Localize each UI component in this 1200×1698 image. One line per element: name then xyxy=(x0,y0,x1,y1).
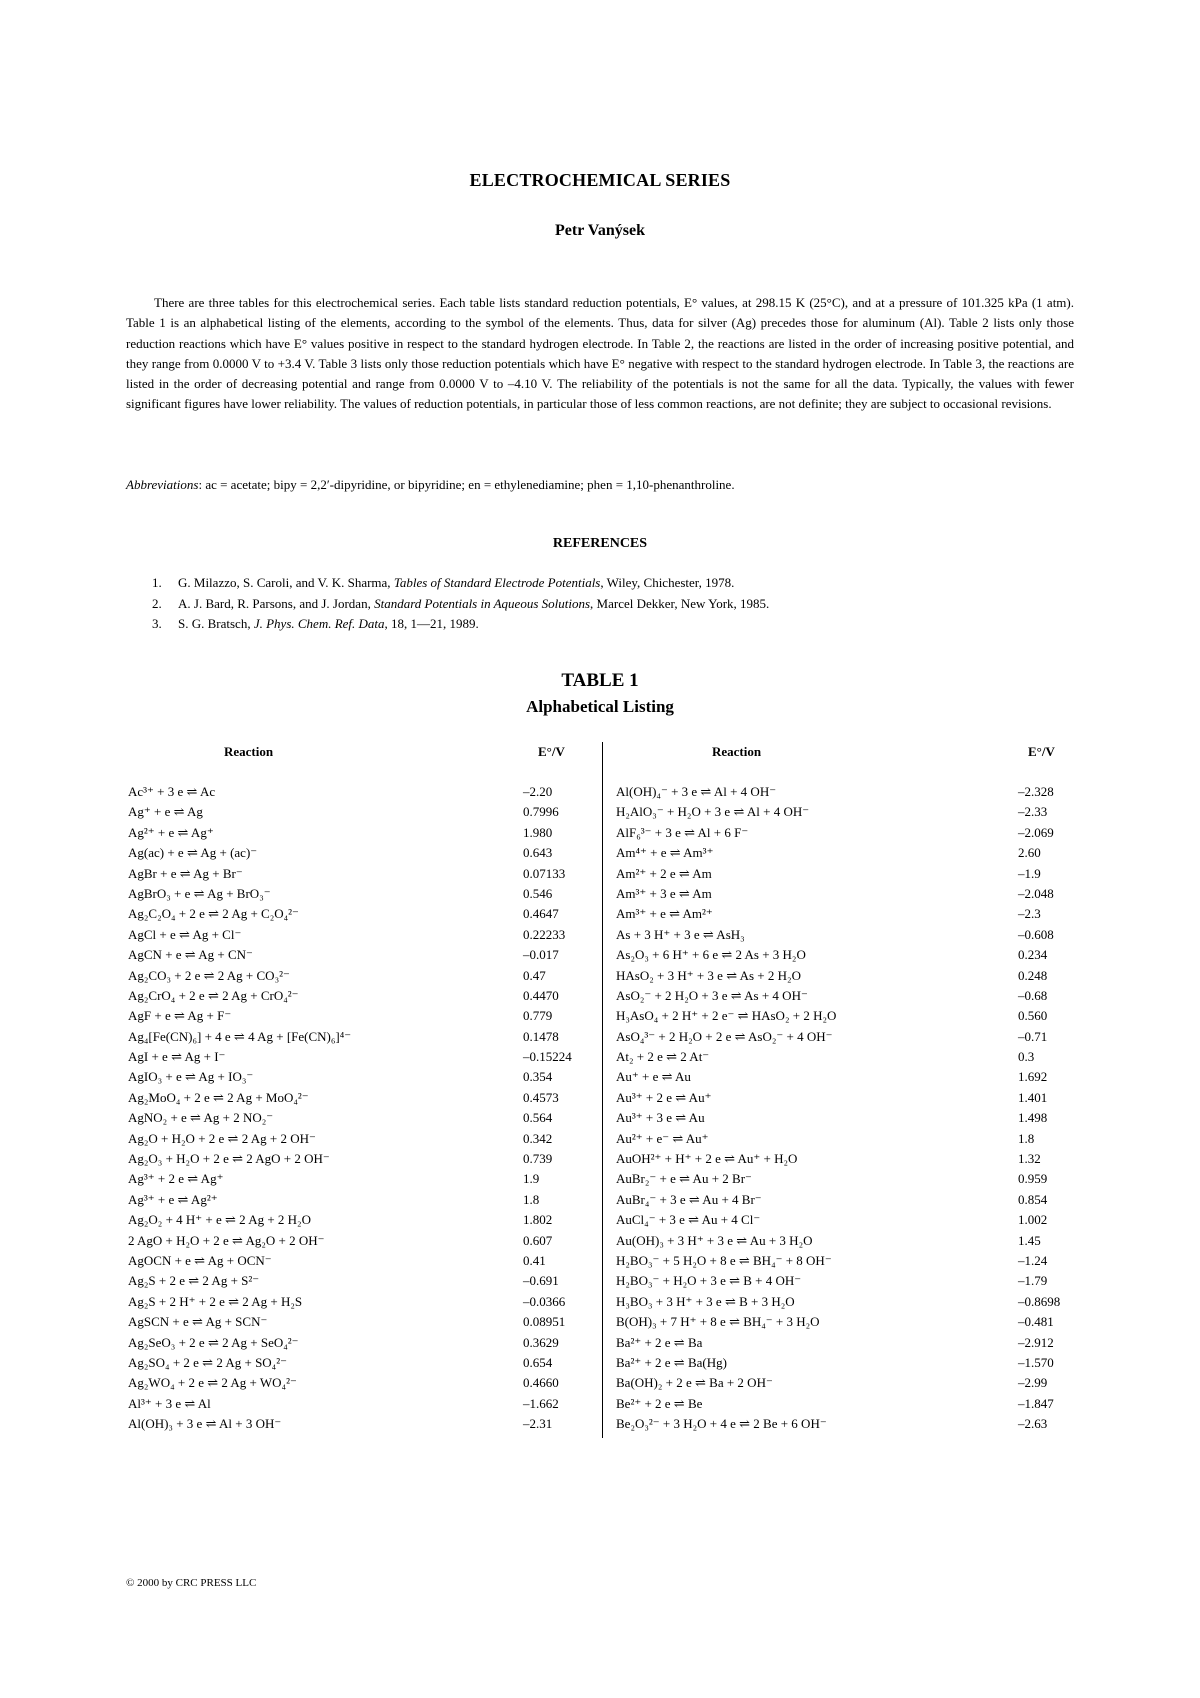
reaction-cell: Ag₂CrO₄ + 2 e ⇌ 2 Ag + CrO₄²⁻ xyxy=(128,987,299,1003)
potential-cell: 0.342 xyxy=(523,1130,553,1146)
potential-cell: 0.3 xyxy=(1018,1049,1035,1065)
potential-cell: 1.8 xyxy=(1018,1130,1035,1146)
reaction-cell: Ag₂C₂O₄ + 2 e ⇌ 2 Ag + C₂O₄²⁻ xyxy=(128,906,299,922)
table-row xyxy=(616,843,1086,863)
reaction-cell: H₂BO₃⁻ + H₂O + 3 e ⇌ B + 4 OH⁻ xyxy=(616,1273,802,1289)
reaction-cell: Be²⁺ + 2 e ⇌ Be xyxy=(616,1395,703,1411)
potential-cell: 0.643 xyxy=(523,845,553,861)
potential-cell: 0.1478 xyxy=(523,1028,559,1044)
reference-source: Standard Potentials in Aqueous Solutions xyxy=(374,595,591,611)
potential-cell: –1.9 xyxy=(1018,865,1041,881)
reference-publisher: , Wiley, Chichester, 1978. xyxy=(600,575,735,590)
reaction-cell: Ag₂SO₄ + 2 e ⇌ 2 Ag + SO₄²⁻ xyxy=(128,1354,287,1370)
reaction-cell: H₂AlO₃⁻ + H₂O + 3 e ⇌ Al + 4 OH⁻ xyxy=(616,804,810,820)
table-row xyxy=(128,1149,598,1169)
reaction-cell: Ag₂CO₃ + 2 e ⇌ 2 Ag + CO₃²⁻ xyxy=(128,967,290,983)
potential-cell: –0.15224 xyxy=(523,1049,572,1065)
table-row xyxy=(616,1047,1086,1067)
table-row xyxy=(616,1067,1086,1087)
potential-cell: 1.498 xyxy=(1018,1110,1048,1126)
potential-cell: –0.68 xyxy=(1018,987,1048,1003)
potential-cell: –0.691 xyxy=(523,1273,559,1289)
table-row xyxy=(616,1251,1086,1271)
abbreviations xyxy=(126,475,1074,495)
potential-cell: 1.401 xyxy=(1018,1089,1048,1105)
potential-cell: 1.9 xyxy=(523,1171,540,1187)
table-row xyxy=(128,843,598,863)
table-row xyxy=(616,1006,1086,1026)
potential-cell: 1.692 xyxy=(1018,1069,1048,1085)
table-row xyxy=(128,1251,598,1271)
table-row xyxy=(128,884,598,904)
table-row xyxy=(616,1129,1086,1149)
potential-cell: –0.481 xyxy=(1018,1314,1054,1330)
reaction-cell: AgCl + e ⇌ Ag + Cl⁻ xyxy=(128,926,242,942)
reaction-cell: Ag₄[Fe(CN)₆] + 4 e ⇌ 4 Ag + [Fe(CN)₆]⁴⁻ xyxy=(128,1028,352,1044)
reference-item xyxy=(152,573,1052,594)
reference-number: 1. xyxy=(152,575,162,590)
potential-cell: –2.99 xyxy=(1018,1375,1048,1391)
potential-cell: 0.47 xyxy=(523,967,546,983)
reaction-cell: Ba(OH)₂ + 2 e ⇌ Ba + 2 OH⁻ xyxy=(616,1375,773,1391)
left-col-potential-header: E°/V xyxy=(538,744,565,759)
reaction-cell: H₂BO₃⁻ + 5 H₂O + 8 e ⇌ BH₄⁻ + 8 OH⁻ xyxy=(616,1252,832,1268)
reaction-cell: At₂ + 2 e ⇌ 2 At⁻ xyxy=(616,1049,710,1065)
reaction-cell: As₂O₃ + 6 H⁺ + 6 e ⇌ 2 As + 3 H₂O xyxy=(616,947,806,963)
table-row xyxy=(128,1414,598,1434)
table-row xyxy=(128,1231,598,1251)
table-row xyxy=(128,1108,598,1128)
table-row xyxy=(128,823,598,843)
potential-cell: –0.8698 xyxy=(1018,1293,1061,1309)
table-row xyxy=(128,1271,598,1291)
reaction-cell: Ag₂MoO₄ + 2 e ⇌ 2 Ag + MoO₄²⁻ xyxy=(128,1089,309,1105)
potential-cell: –0.71 xyxy=(1018,1028,1048,1044)
reaction-cell: Ag₂O + H₂O + 2 e ⇌ 2 Ag + 2 OH⁻ xyxy=(128,1130,316,1146)
reaction-cell: Ag(ac) + e ⇌ Ag + (ac)⁻ xyxy=(128,845,258,861)
reaction-cell: Au²⁺ + e⁻ ⇌ Au⁺ xyxy=(616,1130,709,1146)
reference-number: 3. xyxy=(152,616,162,631)
potential-cell: –0.0366 xyxy=(523,1293,566,1309)
reaction-cell: AlF₆³⁻ + 3 e ⇌ Al + 6 F⁻ xyxy=(616,824,749,840)
reaction-cell: HAsO₂ + 3 H⁺ + 3 e ⇌ As + 2 H₂O xyxy=(616,967,801,983)
potential-cell: 0.4573 xyxy=(523,1089,559,1105)
potential-cell: 0.854 xyxy=(1018,1191,1048,1207)
table-row xyxy=(128,1292,598,1312)
potential-cell: 1.8 xyxy=(523,1191,540,1207)
table-row xyxy=(128,1067,598,1087)
potential-cell: 1.002 xyxy=(1018,1212,1048,1228)
table-row xyxy=(128,1373,598,1393)
potential-cell: 0.779 xyxy=(523,1008,553,1024)
potential-cell: 0.564 xyxy=(523,1110,553,1126)
potential-cell: –1.662 xyxy=(523,1395,559,1411)
potential-cell: –1.79 xyxy=(1018,1273,1048,1289)
reaction-cell: Ac³⁺ + 3 e ⇌ Ac xyxy=(128,784,216,799)
table-row xyxy=(128,1129,598,1149)
table-row xyxy=(616,1210,1086,1230)
potential-cell: 0.546 xyxy=(523,885,553,901)
table-row xyxy=(616,864,1086,884)
potential-cell: –2.63 xyxy=(1018,1416,1048,1432)
table-row xyxy=(616,1414,1086,1434)
table-row xyxy=(616,925,1086,945)
potential-cell: 0.739 xyxy=(523,1151,553,1167)
reaction-cell: Ag⁺ + e ⇌ Ag xyxy=(128,804,203,820)
reaction-cell: AsO₂⁻ + 2 H₂O + 3 e ⇌ As + 4 OH⁻ xyxy=(616,987,808,1003)
table-row xyxy=(616,1231,1086,1251)
potential-cell: 0.607 xyxy=(523,1232,553,1248)
reaction-cell: Am⁴⁺ + e ⇌ Am³⁺ xyxy=(616,845,714,861)
potential-cell: –1.24 xyxy=(1018,1252,1048,1268)
potential-cell: 1.32 xyxy=(1018,1151,1041,1167)
reference-number: 2. xyxy=(152,595,162,611)
potential-cell: 0.560 xyxy=(1018,1008,1048,1024)
potential-cell: 0.07133 xyxy=(523,865,566,881)
reaction-cell: Ba²⁺ + 2 e ⇌ Ba xyxy=(616,1334,703,1350)
document-author: Petr Vanýsek xyxy=(555,222,645,239)
reaction-cell: Ag³⁺ + 2 e ⇌ Ag⁺ xyxy=(128,1171,224,1187)
reaction-cell: AgOCN + e ⇌ Ag + OCN⁻ xyxy=(128,1252,272,1268)
reaction-cell: Al³⁺ + 3 e ⇌ Al xyxy=(128,1395,211,1411)
potential-cell: –2.31 xyxy=(523,1416,553,1432)
reaction-cell: Am²⁺ + 2 e ⇌ Am xyxy=(616,865,712,881)
table-row xyxy=(128,1169,598,1189)
reaction-cell: Am³⁺ + 3 e ⇌ Am xyxy=(616,885,712,901)
reaction-cell: AuBr₂⁻ + e ⇌ Au + 2 Br⁻ xyxy=(616,1171,752,1187)
table-row xyxy=(616,802,1086,822)
table-row xyxy=(616,1027,1086,1047)
abbreviations-text: : ac = acetate; bipy = 2,2′-dipyridine, or bipyridine; en = ethylenediamine; phen = 1,10-phenanthroline. xyxy=(198,477,735,492)
reaction-cell: Ag₂S + 2 H⁺ + 2 e ⇌ 2 Ag + H₂S xyxy=(128,1293,303,1309)
reaction-cell: 2 AgO + H₂O + 2 e ⇌ Ag₂O + 2 OH⁻ xyxy=(128,1232,325,1248)
potential-cell: –0.608 xyxy=(1018,926,1054,942)
table-row xyxy=(616,1271,1086,1291)
reaction-cell: Am³⁺ + e ⇌ Am²⁺ xyxy=(616,906,713,922)
reaction-cell: AsO₄³⁻ + 2 H₂O + 2 e ⇌ AsO₂⁻ + 4 OH⁻ xyxy=(616,1028,833,1044)
table-row xyxy=(616,1108,1086,1128)
reference-authors: A. J. Bard, R. Parsons, and J. Jordan, xyxy=(178,595,375,611)
reaction-cell: AgIO₃ + e ⇌ Ag + IO₃⁻ xyxy=(128,1069,254,1085)
table-row xyxy=(616,904,1086,924)
potential-cell: –2.912 xyxy=(1018,1334,1054,1350)
table-row xyxy=(616,966,1086,986)
reference-authors: S. G. Bratsch, xyxy=(178,616,254,631)
table-subtitle: Alphabetical Listing xyxy=(526,697,674,716)
reaction-cell: Be₂O₃²⁻ + 3 H₂O + 4 e ⇌ 2 Be + 6 OH⁻ xyxy=(616,1416,827,1432)
potential-cell: 1.802 xyxy=(523,1212,553,1228)
potential-cell: 0.7996 xyxy=(523,804,559,820)
left-reaction-list xyxy=(128,782,598,1435)
table-row xyxy=(616,1353,1086,1373)
reaction-cell: Ba²⁺ + 2 e ⇌ Ba(Hg) xyxy=(616,1354,727,1370)
left-col-reaction-header: Reaction xyxy=(224,744,274,759)
potential-cell: 0.4470 xyxy=(523,987,559,1003)
potential-cell: –2.048 xyxy=(1018,885,1054,901)
reference-authors: G. Milazzo, S. Caroli, and V. K. Sharma, xyxy=(178,575,394,590)
table-title: TABLE 1 xyxy=(561,670,639,691)
table-row xyxy=(128,986,598,1006)
potential-cell: –0.017 xyxy=(523,947,559,963)
table-row xyxy=(616,945,1086,965)
right-reaction-list xyxy=(616,782,1086,1435)
reaction-cell: AgSCN + e ⇌ Ag + SCN⁻ xyxy=(128,1314,268,1330)
reaction-cell: AuOH²⁺ + H⁺ + 2 e ⇌ Au⁺ + H₂O xyxy=(616,1151,798,1167)
reference-source: Tables of Standard Electrode Potentials xyxy=(393,575,601,590)
reaction-cell: Ag₂SeO₃ + 2 e ⇌ 2 Ag + SeO₄²⁻ xyxy=(128,1334,299,1350)
table-row xyxy=(128,1333,598,1353)
reaction-cell: H₃AsO₄ + 2 H⁺ + 2 e⁻ ⇌ HAsO₂ + 2 H₂O xyxy=(616,1008,837,1024)
potential-cell: 0.234 xyxy=(1018,947,1048,963)
reaction-cell: Ag₂WO₄ + 2 e ⇌ 2 Ag + WO₄²⁻ xyxy=(128,1375,297,1391)
table-row xyxy=(616,1394,1086,1414)
table-row xyxy=(128,1006,598,1026)
reaction-cell: Al(OH)₄⁻ + 3 e ⇌ Al + 4 OH⁻ xyxy=(616,784,777,799)
reference-publisher: , Marcel Dekker, New York, 1985. xyxy=(590,595,770,611)
table-row xyxy=(616,1373,1086,1393)
reaction-cell: Ag₂O₂ + 4 H⁺ + e ⇌ 2 Ag + 2 H₂O xyxy=(128,1212,311,1228)
table-row xyxy=(128,1353,598,1373)
reaction-cell: AgF + e ⇌ Ag + F⁻ xyxy=(128,1008,232,1024)
table-row xyxy=(128,904,598,924)
intro-text: There are three tables for this electrochemical series. Each table lists standard reduction potentials, E° values, at 298.15 K (25°C), and at a pressure of 101.325 kPa (1 atm). Table 1 is an alphabetical listing of the elements, according to the symbol of the elements. Thus, data for silver (Ag) precedes those for aluminum (Al). Table 2 lists only those reduction reactions which have E° values positive in respect to the standard hydrogen electrode. In Table 2, the reactions are listed in the order of increasing positive potential, and they range from 0.0000 V to +3.4 V. Table 3 lists only those reduction potentials which have E° negative with respect to the standard hydrogen electrode. In Table 3, the reactions are listed in the order of decreasing potential and range from 0.0000 V to –4.10 V. The reliability of the potentials is not the same for all the data. Typically, the values with fewer significant figures have lower reliability. The values of reduction potentials, in particular those of less common reactions, are not definite; they are subject to occasional revisions. xyxy=(126,295,1074,412)
reaction-cell: Ag²⁺ + e ⇌ Ag⁺ xyxy=(128,824,214,840)
reference-publisher: , 18, 1—21, 1989. xyxy=(384,616,479,631)
potential-cell: –2.328 xyxy=(1018,784,1054,799)
reaction-cell: Al(OH)₃ + 3 e ⇌ Al + 3 OH⁻ xyxy=(128,1416,282,1432)
potential-cell: –1.570 xyxy=(1018,1354,1054,1370)
copyright-footer: © 2000 by CRC PRESS LLC xyxy=(126,1577,257,1589)
intro-paragraph xyxy=(126,293,1074,415)
potential-cell: –2.33 xyxy=(1018,804,1048,820)
table-row xyxy=(616,1292,1086,1312)
table-row xyxy=(128,1312,598,1332)
potential-cell: 0.248 xyxy=(1018,967,1048,983)
column-divider xyxy=(602,742,603,1438)
references-list xyxy=(152,573,1052,635)
potential-cell: –2.3 xyxy=(1018,906,1041,922)
table-row xyxy=(616,1312,1086,1332)
reaction-cell: Ag₂S + 2 e ⇌ 2 Ag + S²⁻ xyxy=(128,1273,260,1289)
reaction-cell: Au³⁺ + 3 e ⇌ Au xyxy=(616,1110,705,1126)
document-title: ELECTROCHEMICAL SERIES xyxy=(469,170,731,190)
reference-item xyxy=(152,614,1052,635)
potential-cell: 0.3629 xyxy=(523,1334,559,1350)
potential-cell: 0.354 xyxy=(523,1069,553,1085)
table-row xyxy=(128,864,598,884)
table-row xyxy=(128,945,598,965)
table-row xyxy=(616,1169,1086,1189)
reaction-cell: AuBr₄⁻ + 3 e ⇌ Au + 4 Br⁻ xyxy=(616,1191,762,1207)
reaction-cell: H₃BO₃ + 3 H⁺ + 3 e ⇌ B + 3 H₂O xyxy=(616,1293,795,1309)
potential-cell: 0.4647 xyxy=(523,906,559,922)
right-col-potential-header: E°/V xyxy=(1028,744,1055,759)
table-row xyxy=(128,782,598,802)
table-row xyxy=(616,823,1086,843)
table-row xyxy=(128,925,598,945)
table-row xyxy=(128,802,598,822)
potential-cell: –1.847 xyxy=(1018,1395,1054,1411)
potential-cell: 0.41 xyxy=(523,1252,546,1268)
reaction-cell: Ag₂O₃ + H₂O + 2 e ⇌ 2 AgO + 2 OH⁻ xyxy=(128,1151,330,1167)
reaction-cell: Au⁺ + e ⇌ Au xyxy=(616,1069,691,1085)
potential-cell: 0.959 xyxy=(1018,1171,1048,1187)
table-row xyxy=(616,782,1086,802)
potential-cell: 0.08951 xyxy=(523,1314,566,1330)
table-row xyxy=(616,1333,1086,1353)
references-heading: REFERENCES xyxy=(552,536,648,551)
potential-cell: 1.980 xyxy=(523,824,553,840)
right-col-reaction-header: Reaction xyxy=(712,744,762,759)
reaction-cell: Au³⁺ + 2 e ⇌ Au⁺ xyxy=(616,1089,712,1105)
reaction-cell: Au(OH)₃ + 3 H⁺ + 3 e ⇌ Au + 3 H₂O xyxy=(616,1232,813,1248)
abbreviations-label: Abbreviations xyxy=(126,477,199,492)
table-row xyxy=(616,1149,1086,1169)
table-row xyxy=(128,1027,598,1047)
table-row xyxy=(128,1210,598,1230)
reaction-cell: AgBr + e ⇌ Ag + Br⁻ xyxy=(128,865,243,881)
table-row xyxy=(616,986,1086,1006)
table-row xyxy=(616,884,1086,904)
reaction-cell: B(OH)₃ + 7 H⁺ + 8 e ⇌ BH₄⁻ + 3 H₂O xyxy=(616,1314,820,1330)
table-row xyxy=(616,1190,1086,1210)
reaction-cell: AgBrO₃ + e ⇌ Ag + BrO₃⁻ xyxy=(128,885,271,901)
potential-cell: 0.4660 xyxy=(523,1375,559,1391)
reference-source: J. Phys. Chem. Ref. Data xyxy=(253,616,385,631)
potential-cell: 0.654 xyxy=(523,1354,553,1370)
potential-cell: 1.45 xyxy=(1018,1232,1041,1248)
table-row xyxy=(128,1394,598,1414)
reaction-cell: Ag³⁺ + e ⇌ Ag²⁺ xyxy=(128,1191,218,1207)
reaction-cell: As + 3 H⁺ + 3 e ⇌ AsH₃ xyxy=(616,926,745,942)
reaction-cell: AuCl₄⁻ + 3 e ⇌ Au + 4 Cl⁻ xyxy=(616,1212,761,1228)
potential-cell: 2.60 xyxy=(1018,845,1041,861)
reaction-cell: AgI + e ⇌ Ag + I⁻ xyxy=(128,1049,226,1065)
reference-item xyxy=(152,594,1052,615)
table-row xyxy=(128,1190,598,1210)
potential-cell: 0.22233 xyxy=(523,926,566,942)
reaction-cell: AgCN + e ⇌ Ag + CN⁻ xyxy=(128,947,253,963)
table-row xyxy=(128,1088,598,1108)
potential-cell: –2.069 xyxy=(1018,824,1054,840)
table-row xyxy=(128,966,598,986)
table-row xyxy=(128,1047,598,1067)
table-row xyxy=(616,1088,1086,1108)
potential-cell: –2.20 xyxy=(523,784,553,799)
reaction-cell: AgNO₂ + e ⇌ Ag + 2 NO₂⁻ xyxy=(128,1110,274,1126)
